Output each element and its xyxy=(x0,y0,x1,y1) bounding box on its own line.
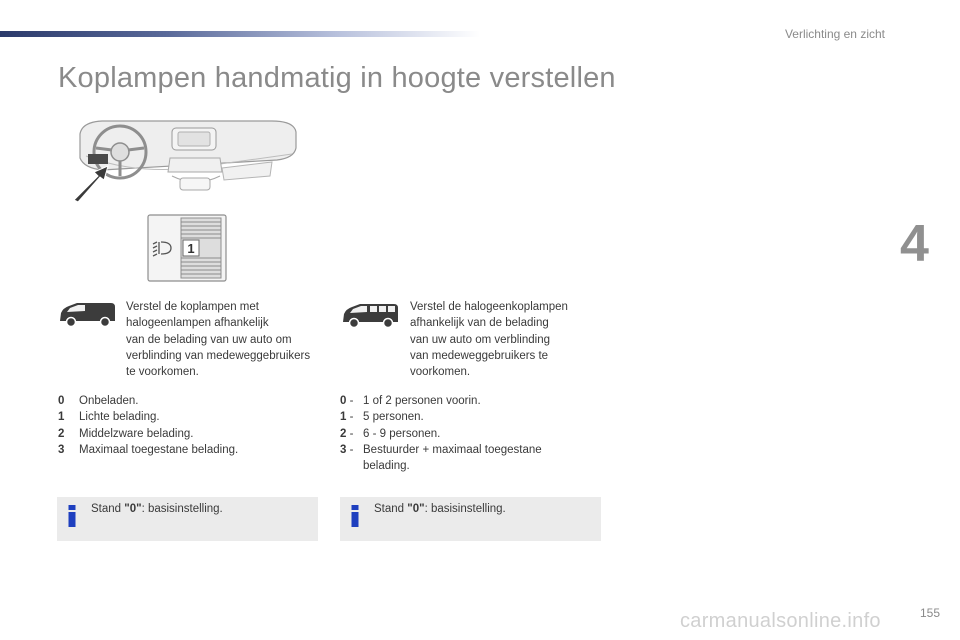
right-description: Verstel de halogeenkoplampen afhankelijk van de belading van uw auto om verblinding van medeweggebruikers te voorkomen. xyxy=(410,301,568,379)
section-title: Verlichting en zicht xyxy=(784,27,885,41)
list-item: 0 - 1 of 2 personen voorin. xyxy=(340,395,481,407)
list-item: 3 - Bestuurder + maximaal toegestane belading. xyxy=(340,443,542,473)
chapter-number: 4 xyxy=(900,215,929,273)
info-text: Stand "0": basisinstelling. xyxy=(91,503,223,515)
left-info-box xyxy=(57,497,318,541)
passenger-van-icon xyxy=(340,302,400,330)
list-item: 0 Onbeladen. xyxy=(58,395,139,407)
left-description: Verstel de koplampen met halogeenlampen afhankelijk van de belading van uw auto om verblinding van medeweggebruikers te voorkomen. xyxy=(126,301,311,379)
left-load-list xyxy=(58,393,238,458)
list-item: 2 - 6 - 9 personen. xyxy=(340,427,441,440)
header-accent-bar xyxy=(0,31,480,37)
list-item: 2 Middelzware belading. xyxy=(58,427,194,440)
info-icon xyxy=(351,505,359,527)
info-icon xyxy=(68,505,76,527)
info-text: Stand "0": basisinstelling. xyxy=(374,503,506,515)
list-item: 3 Maximaal toegestane belading. xyxy=(58,443,239,456)
page-title: Koplampen handmatig in hoogte verstellen xyxy=(58,62,616,94)
list-item: 1 - 5 personen. xyxy=(340,411,424,424)
headlamp-adjuster-illustration xyxy=(147,214,227,282)
watermark: carmanualsonline.info xyxy=(680,610,881,632)
right-info-box xyxy=(340,497,601,541)
page-number: 155 xyxy=(919,606,940,620)
knob-label: 1 xyxy=(187,241,195,256)
dashboard-illustration xyxy=(72,118,300,204)
right-load-list xyxy=(340,393,542,474)
van-icon xyxy=(57,301,117,329)
list-item: 1 Lichte belading. xyxy=(58,411,160,424)
